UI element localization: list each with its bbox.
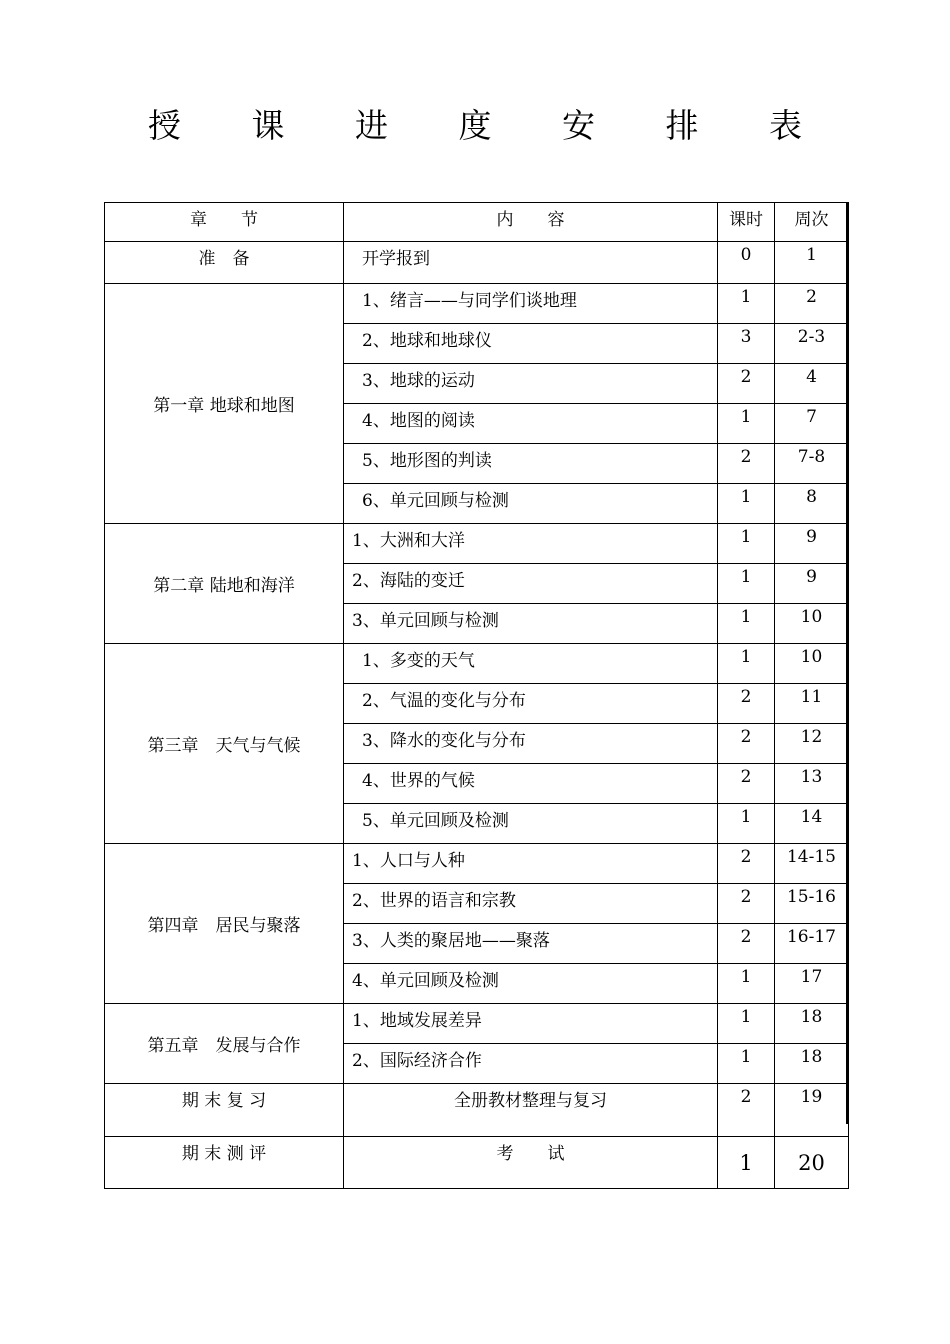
week-cell: 8 (775, 484, 849, 524)
content-cell: 3、降水的变化与分布 (344, 724, 718, 764)
table-row (105, 242, 849, 284)
table-row (105, 524, 849, 564)
week-cell: 10 (775, 604, 849, 644)
content-cell: 2、世界的语言和宗教 (344, 884, 718, 924)
week-cell: 2 (775, 284, 849, 324)
hours-cell: 2 (718, 884, 775, 924)
table-row (105, 1137, 849, 1189)
week-cell: 14 (775, 804, 849, 844)
hours-cell: 2 (718, 724, 775, 764)
week-cell: 13 (775, 764, 849, 804)
week-cell: 1 (775, 242, 849, 284)
table-header-row (105, 203, 849, 242)
week-cell: 15-16 (775, 884, 849, 924)
week-cell: 2-3 (775, 324, 849, 364)
table-row (105, 844, 849, 884)
hours-cell: 1 (718, 284, 775, 324)
hours-cell: 1 (718, 564, 775, 604)
table-row (105, 284, 849, 324)
hours-cell: 2 (718, 444, 775, 484)
week-cell: 17 (775, 964, 849, 1004)
hours-cell: 2 (718, 364, 775, 404)
content-cell: 1、人口与人种 (344, 844, 718, 884)
chapter-cell: 第二章 陆地和海洋 (105, 524, 344, 644)
header-week: 周次 (775, 203, 849, 242)
week-cell: 4 (775, 364, 849, 404)
hours-cell: 0 (718, 242, 775, 284)
chapter-cell: 第四章 居民与聚落 (105, 844, 344, 1004)
hours-cell: 1 (718, 1044, 775, 1084)
hours-cell: 1 (718, 644, 775, 684)
chapter-cell: 第五章 发展与合作 (105, 1004, 344, 1084)
hours-cell: 2 (718, 764, 775, 804)
week-cell: 11 (775, 684, 849, 724)
chapter-cell: 准 备 (105, 242, 344, 284)
content-cell: 5、地形图的判读 (344, 444, 718, 484)
week-cell: 12 (775, 724, 849, 764)
content-cell: 2、气温的变化与分布 (344, 684, 718, 724)
hours-cell: 1 (718, 964, 775, 1004)
hours-cell: 2 (718, 924, 775, 964)
table-right-border (846, 202, 848, 1124)
week-cell: 7-8 (775, 444, 849, 484)
week-cell: 9 (775, 524, 849, 564)
hours-cell: 1 (718, 484, 775, 524)
content-cell: 6、单元回顾与检测 (344, 484, 718, 524)
content-cell: 3、地球的运动 (344, 364, 718, 404)
content-cell: 4、世界的气候 (344, 764, 718, 804)
content-cell: 2、国际经济合作 (344, 1044, 718, 1084)
content-cell: 1、地域发展差异 (344, 1004, 718, 1044)
content-cell: 开学报到 (344, 242, 718, 284)
content-cell: 1、绪言——与同学们谈地理 (344, 284, 718, 324)
content-cell: 3、单元回顾与检测 (344, 604, 718, 644)
content-cell: 考 试 (344, 1137, 718, 1189)
week-cell: 14-15 (775, 844, 849, 884)
hours-cell: 1 (718, 1137, 775, 1189)
week-cell: 19 (775, 1084, 849, 1137)
hours-cell: 1 (718, 524, 775, 564)
hours-cell: 1 (718, 1004, 775, 1044)
schedule-table (104, 202, 849, 1189)
header-chapter: 章 节 (105, 203, 344, 242)
hours-cell: 2 (718, 844, 775, 884)
table-row (105, 1004, 849, 1044)
content-cell: 1、多变的天气 (344, 644, 718, 684)
content-cell: 4、单元回顾及检测 (344, 964, 718, 1004)
content-cell: 2、海陆的变迁 (344, 564, 718, 604)
chapter-cell: 期 末 测 评 (105, 1137, 344, 1189)
content-cell: 全册教材整理与复习 (344, 1084, 718, 1137)
content-cell: 5、单元回顾及检测 (344, 804, 718, 844)
header-content: 内 容 (344, 203, 718, 242)
chapter-cell: 第一章 地球和地图 (105, 284, 344, 524)
table-row (105, 644, 849, 684)
chapter-cell: 期 末 复 习 (105, 1084, 344, 1137)
hours-cell: 1 (718, 604, 775, 644)
page-title: 授 课 进 度 安 排 表 (148, 106, 832, 145)
week-cell: 9 (775, 564, 849, 604)
content-cell: 3、人类的聚居地——聚落 (344, 924, 718, 964)
week-cell: 18 (775, 1004, 849, 1044)
content-cell: 4、地图的阅读 (344, 404, 718, 444)
content-cell: 2、地球和地球仪 (344, 324, 718, 364)
hours-cell: 2 (718, 684, 775, 724)
hours-cell: 1 (718, 804, 775, 844)
week-cell: 16-17 (775, 924, 849, 964)
week-cell: 10 (775, 644, 849, 684)
hours-cell: 1 (718, 404, 775, 444)
week-cell: 7 (775, 404, 849, 444)
content-cell: 1、大洲和大洋 (344, 524, 718, 564)
header-hours: 课时 (718, 203, 775, 242)
week-cell: 20 (775, 1137, 849, 1189)
hours-cell: 2 (718, 1084, 775, 1137)
hours-cell: 3 (718, 324, 775, 364)
week-cell: 18 (775, 1044, 849, 1084)
chapter-cell: 第三章 天气与气候 (105, 644, 344, 844)
table-row (105, 1084, 849, 1137)
